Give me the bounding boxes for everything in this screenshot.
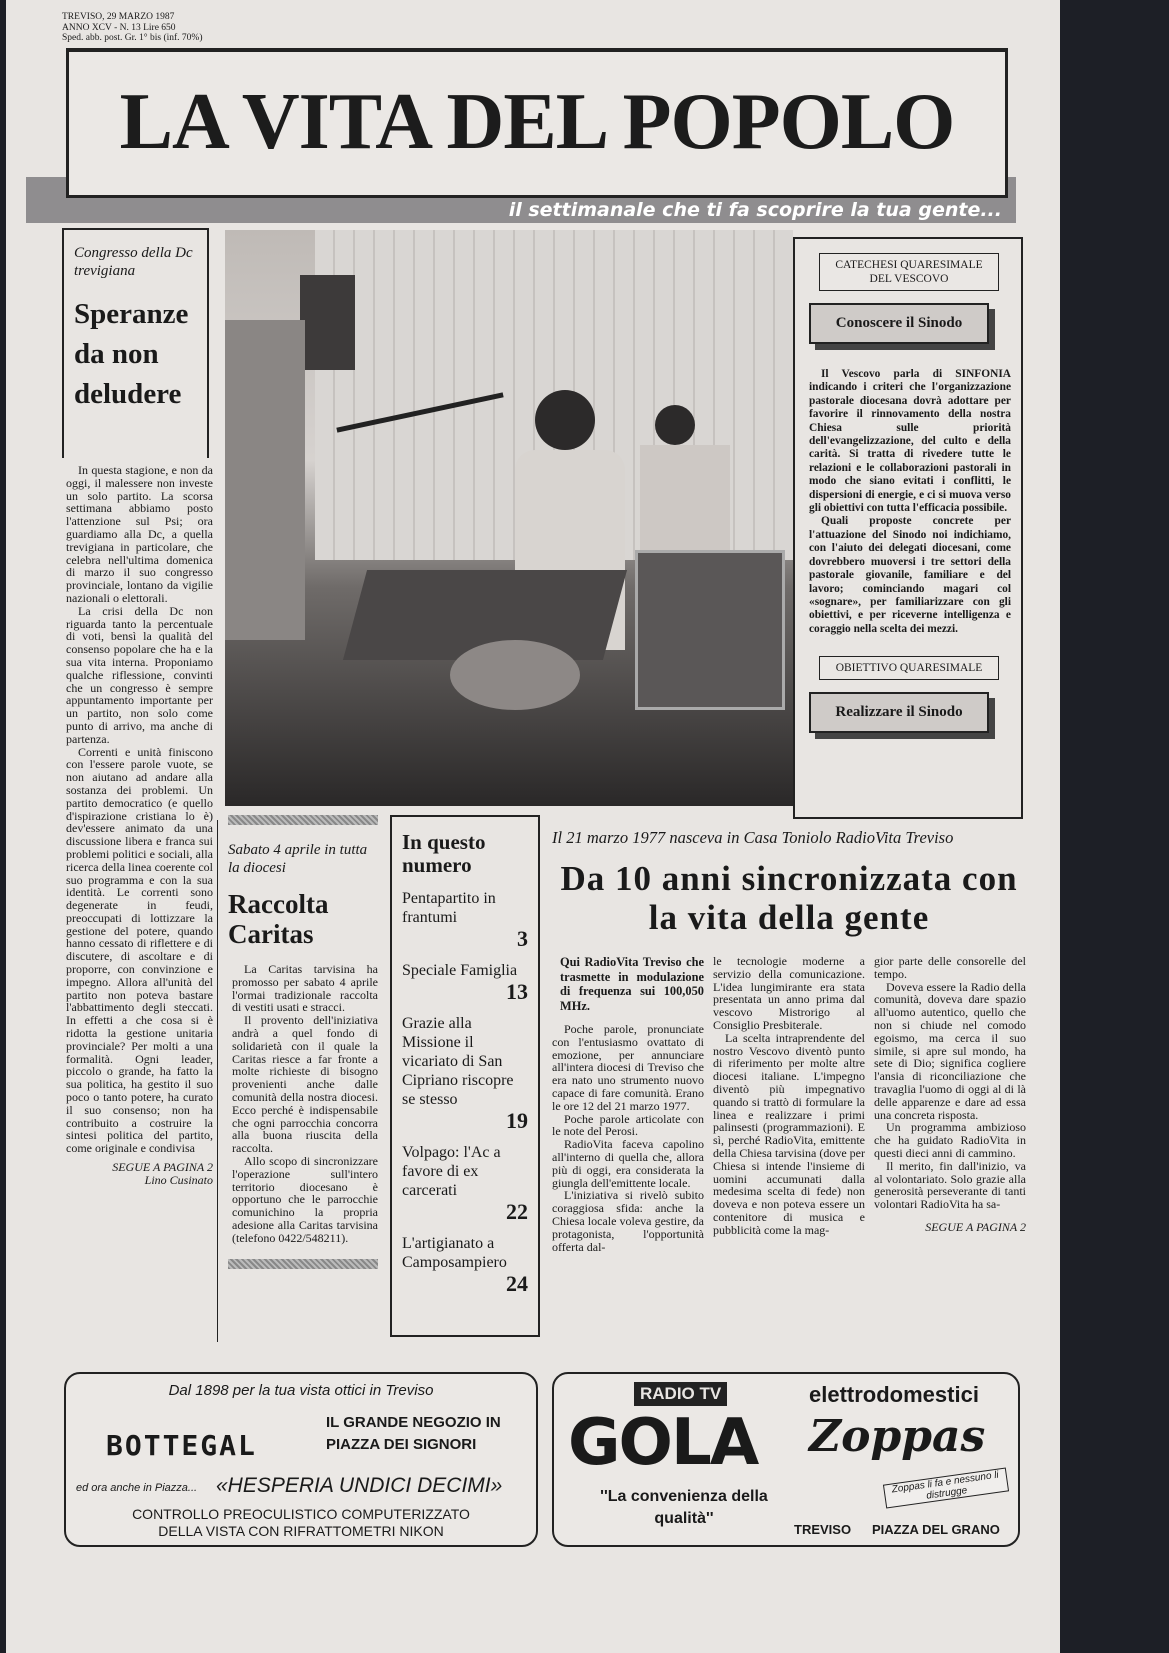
toc-label: Pentapartito in frantumi [402,890,496,926]
bottegal-logo: BOTTEGAL [106,1429,257,1462]
ad-tagline: Dal 1898 per la tua vista ottici in Treviso [168,1382,434,1399]
paragraph: Poche parole articolate con le note del Perosi. [552,1111,704,1139]
toc-page: 13 [506,979,528,1004]
article-column [874,955,1026,1253]
paragraph: Allo scopo di sincronizzare l'operazione sull'intero territorio diocesano è opportuno che le parrocchie comunichino la propria adesione alla Caritas tarvisina (telefono 0422/548211). [232,1153,378,1245]
shop-text: IL GRANDE NEGOZIO IN PIAZZA DEI SIGNORI [326,1414,501,1453]
continued-note: SEGUE A PAGINA 2 [925,1219,1026,1234]
paragraph: La crisi della Dc non riguarda tanto la percentuale di voti, bensì la qualità del consenso popolare che ha e la sua vita interna. Proponiamo qualche riflessione, convinti che un congresso è sempre appuntamento importante per un partito, non solo come punto di arrivo, ma anche di partenza. [66,603,213,746]
ad-radio-gola [552,1372,1020,1547]
continued-note: SEGUE A PAGINA 2 [112,1160,213,1175]
toc-item[interactable] [402,961,528,1004]
ad-slogan: ''La convenienza della qualità'' [600,1488,768,1527]
toc-item[interactable] [402,889,528,951]
left-article-body [66,464,213,1187]
toc-page: 3 [517,926,528,951]
radiovita-article [552,828,1026,1253]
kicker: Sabato 4 aprile in tutta la diocesi [228,842,368,876]
zoppas-logo: Zoppas [809,1411,986,1462]
headline: Da 10 anni sincronizzata con la vita della gente [560,859,1018,937]
ad-bottegal [64,1372,538,1547]
toc-page: 19 [506,1108,528,1133]
kicker: Congresso della Dc trevigiana [74,245,193,279]
paragraph: le tecnologie moderne a servizio della comunicazione. L'idea lungimirante era stata presentata un anno prima dal vescovo Mistrorigo al Consiglio Presbiterale. [713,954,865,1032]
radio-tv-badge: RADIO TV [634,1382,727,1406]
toc-label: Speciale Famiglia [402,962,518,979]
postal-info: Sped. abb. post. Gr. 1° bis (inf. 70%) [62,33,203,43]
toc-item[interactable] [402,1234,528,1296]
headline: Speranze da non deludere [74,298,189,410]
paragraph: gior parte delle consorelle del tempo. [874,954,1026,981]
masthead-title: LA VITA DEL POPOLO [119,78,955,166]
conoscere-sinodo-label: Conoscere il Sinodo [809,303,989,344]
ad-line: DELLA VISTA CON RIFRATTOMETRI NIKON [158,1523,444,1539]
divider [217,820,218,1342]
date-line: TREVISO, 29 MARZO 1987 [62,12,175,22]
article-column [713,955,865,1253]
issue-number: ANNO XCV - N. 13 Lire 650 [62,22,176,33]
lead: Qui RadioVita Treviso che trasmette in modulazione di frequenza sui 100,050 MHz. [560,955,704,1013]
slogan: il settimanale che ti fa scoprire la tua gente... [508,199,1002,221]
slogan-holder [26,177,1016,223]
paragraph: Poche parole, pronunciate con l'entusiasmo ovattato di emozione, per annunciare all'intera diocesi di Treviso che era nato uno strumento nuovo capace di fare comunità. Erano le ore 12 del 21 marzo 1977. [552,1022,704,1113]
paragraph: Il provento dell'iniziativa andrà a quel fondo di solidarietà con il quale la Caritas riesce a far fronte a molte richieste di bisogno provenienti anche dalle comunità della nostra diocesi. Ecco perché è indispensabile che ogni parrocchia concorra alla buona riuscita della raccolta. [232,1013,378,1156]
toc-label: Volpago: l'Ac a favore di ex carcerati [402,1144,501,1199]
paragraph: Doveva essere la Radio della comunità, doveva dare spazio all'uomo autentico, quello che non si chiude nel comodo egoismo, ma cerca il suo simile, si apre sul mondo, ha sete di Dio; significa cogliere l'ansia di riconciliazione che travaglia l'uomo di oggi al di là delle apparenze e dare ad essa una concreta risposta. [874,979,1026,1122]
paragraph: Correnti e unità finiscono con l'essere parole vuote, se non aiutano ad andare alla sostanza dei problemi. Un partito democratico (e quello d'ispirazione cristiana lo è) dev'essere animato da una discussione libera e franca sui problemi politici e sociali, alla ricerca della linea coerente col suo programma e con la sua identità. Le correnti sono degenerate in feudi, preoccupati di lottizzare la gestione del potere, quando hanno cessato di riflettere e di discutere, di ascoltare e di proporre, con convinzione e impegno. Allora all'unità del partito non poteva bastare l'abbattimento degli steccati. In effetti a che cosa si è ridotta la gestione unitaria provinciale? Per molti a una formalità. Ogni leader, piccolo o grande, ha fatto la sua politica, ha gestito il suo poco o tanto potere, ha curato il suo consenso; non ha contribuito a costruire la sintesi politica del partito, come originale e condivisa [66,744,213,1156]
newspaper-page [6,0,1060,1653]
decorative-strip [228,815,378,825]
toc-page: 22 [506,1199,528,1224]
toc-page: 24 [506,1271,528,1296]
zoppas-sticker: Zoppas li fa e nessuno li distrugge [883,1467,1009,1508]
paragraph: L'iniziativa si rivelò subito coraggiosa sfida: anche la Chiesa locale voleva gestire, da protagonista, l'opportunità offerta dal- [552,1188,704,1254]
paragraph: Un programma ambizioso che ha guidato RadioVita in questi dieci anni di cammino. [874,1120,1026,1160]
table-of-contents [390,815,540,1337]
paragraph: In questa stagione, e non da oggi, il malessere non investe un solo partito. La scorsa settimana abbiamo posto l'attenzione sul Psi; ora guardiamo alla Dc, a quella trevigiana in particolare, che celebra nell'ultima domenica di marzo il suo congresso provinciale, lontano da vigilie nazionali o elettorali. [66,463,213,605]
toc-label: L'artigianato a Camposampiero [402,1235,507,1271]
kicker: Il 21 marzo 1977 nasceva in Casa Toniolo RadioVita Treviso [552,828,954,847]
ad-details [66,1506,536,1540]
paragraph: RadioVita faceva capolino all'interno di quella che, allora più di oggi, era considerata la giungla dell'emittente locale. [552,1137,704,1190]
paragraph: Quali proposte concrete per l'attuazione del Sinodo noi indichiamo, con l'aiuto dei delegati diocesani, come dovrebbero muoversi i tre settori della pastorale giovanile, familiare e del lavoro; cominciando magari col «sognare», per familiarizzare con gli obiettivi, e per riceverne intelligenza e coraggio nella scelta dei mezzi. [809,515,1011,635]
gola-logo: GOLA [568,1406,758,1480]
headline: Raccolta Caritas [228,889,329,949]
ad-pretext: ed ora anche in Piazza... [76,1482,198,1494]
realizzare-sinodo-label: Realizzare il Sinodo [809,692,989,733]
radio-studio-photo [225,230,793,806]
catechesi-box [793,237,1023,819]
section-tag: CATECHESI QUARESIMALE DEL VESCOVO [819,253,999,291]
section-tag: OBIETTIVO QUARESIMALE [819,656,999,680]
ad-address: PIAZZA DEL GRANO [872,1522,1000,1537]
toc-label: Grazie alla Missione il vicariato di San Cipriano riscopre se stesso [402,1015,514,1108]
masthead [66,48,1008,198]
paragraph: Il merito, fin dall'inizio, va al volontariato. Solo grazie alla generosità perseverante di tanti volontari RadioVita ha sa- [874,1158,1026,1212]
caritas-article [228,815,378,1269]
article-column [552,955,704,1253]
paragraph: La scelta intraprendente del nostro Vescovo diventò punto di riferimento per molte altre diocesi italiane. L'impegno diventò più impegnativo quando si trattò di formulare la linea e realizzare i primi palinsesti (programmazioni). E sì, perché RadioVita, emittente della Chiesa tarvisina (dove per Chiesa si intende l'insieme di uomini accumunati dalla medesima scelta di fede) non doveva e non poteva essere un contenitore di musica e pubblicità come la mag- [713,1030,865,1237]
hesperia-text: «HESPERIA UNDICI DECIMI» [216,1474,503,1497]
toc-title: In questo numero [402,830,486,877]
paragraph: La Caritas tarvisina ha promosso per sabato 4 aprile l'ormai tradizionale raccolta di vestiti usati e stracci. [232,962,378,1015]
author: Lino Cusinato [144,1172,213,1187]
paragraph: Il Vescovo parla di SINFONIA indicando i criteri che l'organizzazione pastorale diocesana dovrà adottare per favorire il rinnovamento della nostra Chiesa sulle priorità dell'evangelizzazione, del culto e della carità. Si tratta di rivedere tutte le relazioni e le collaborazioni pastorali in modo che siano evitati i conflitti, le dispersioni di energie, e ci si muova verso gli obiettivi con tutta l'efficacia possibile. [809,368,1011,515]
issue-info [62,12,202,44]
ad-city: TREVISO [794,1522,852,1537]
ad-category: elettrodomestici [809,1382,979,1407]
catechesi-text [809,368,1011,636]
left-headline-box [62,228,209,458]
toc-item[interactable] [402,1014,528,1133]
toc-item[interactable] [402,1143,528,1224]
ad-line: CONTROLLO PREOCULISTICO COMPUTERIZZATO [132,1506,470,1522]
decorative-strip [228,1259,378,1269]
